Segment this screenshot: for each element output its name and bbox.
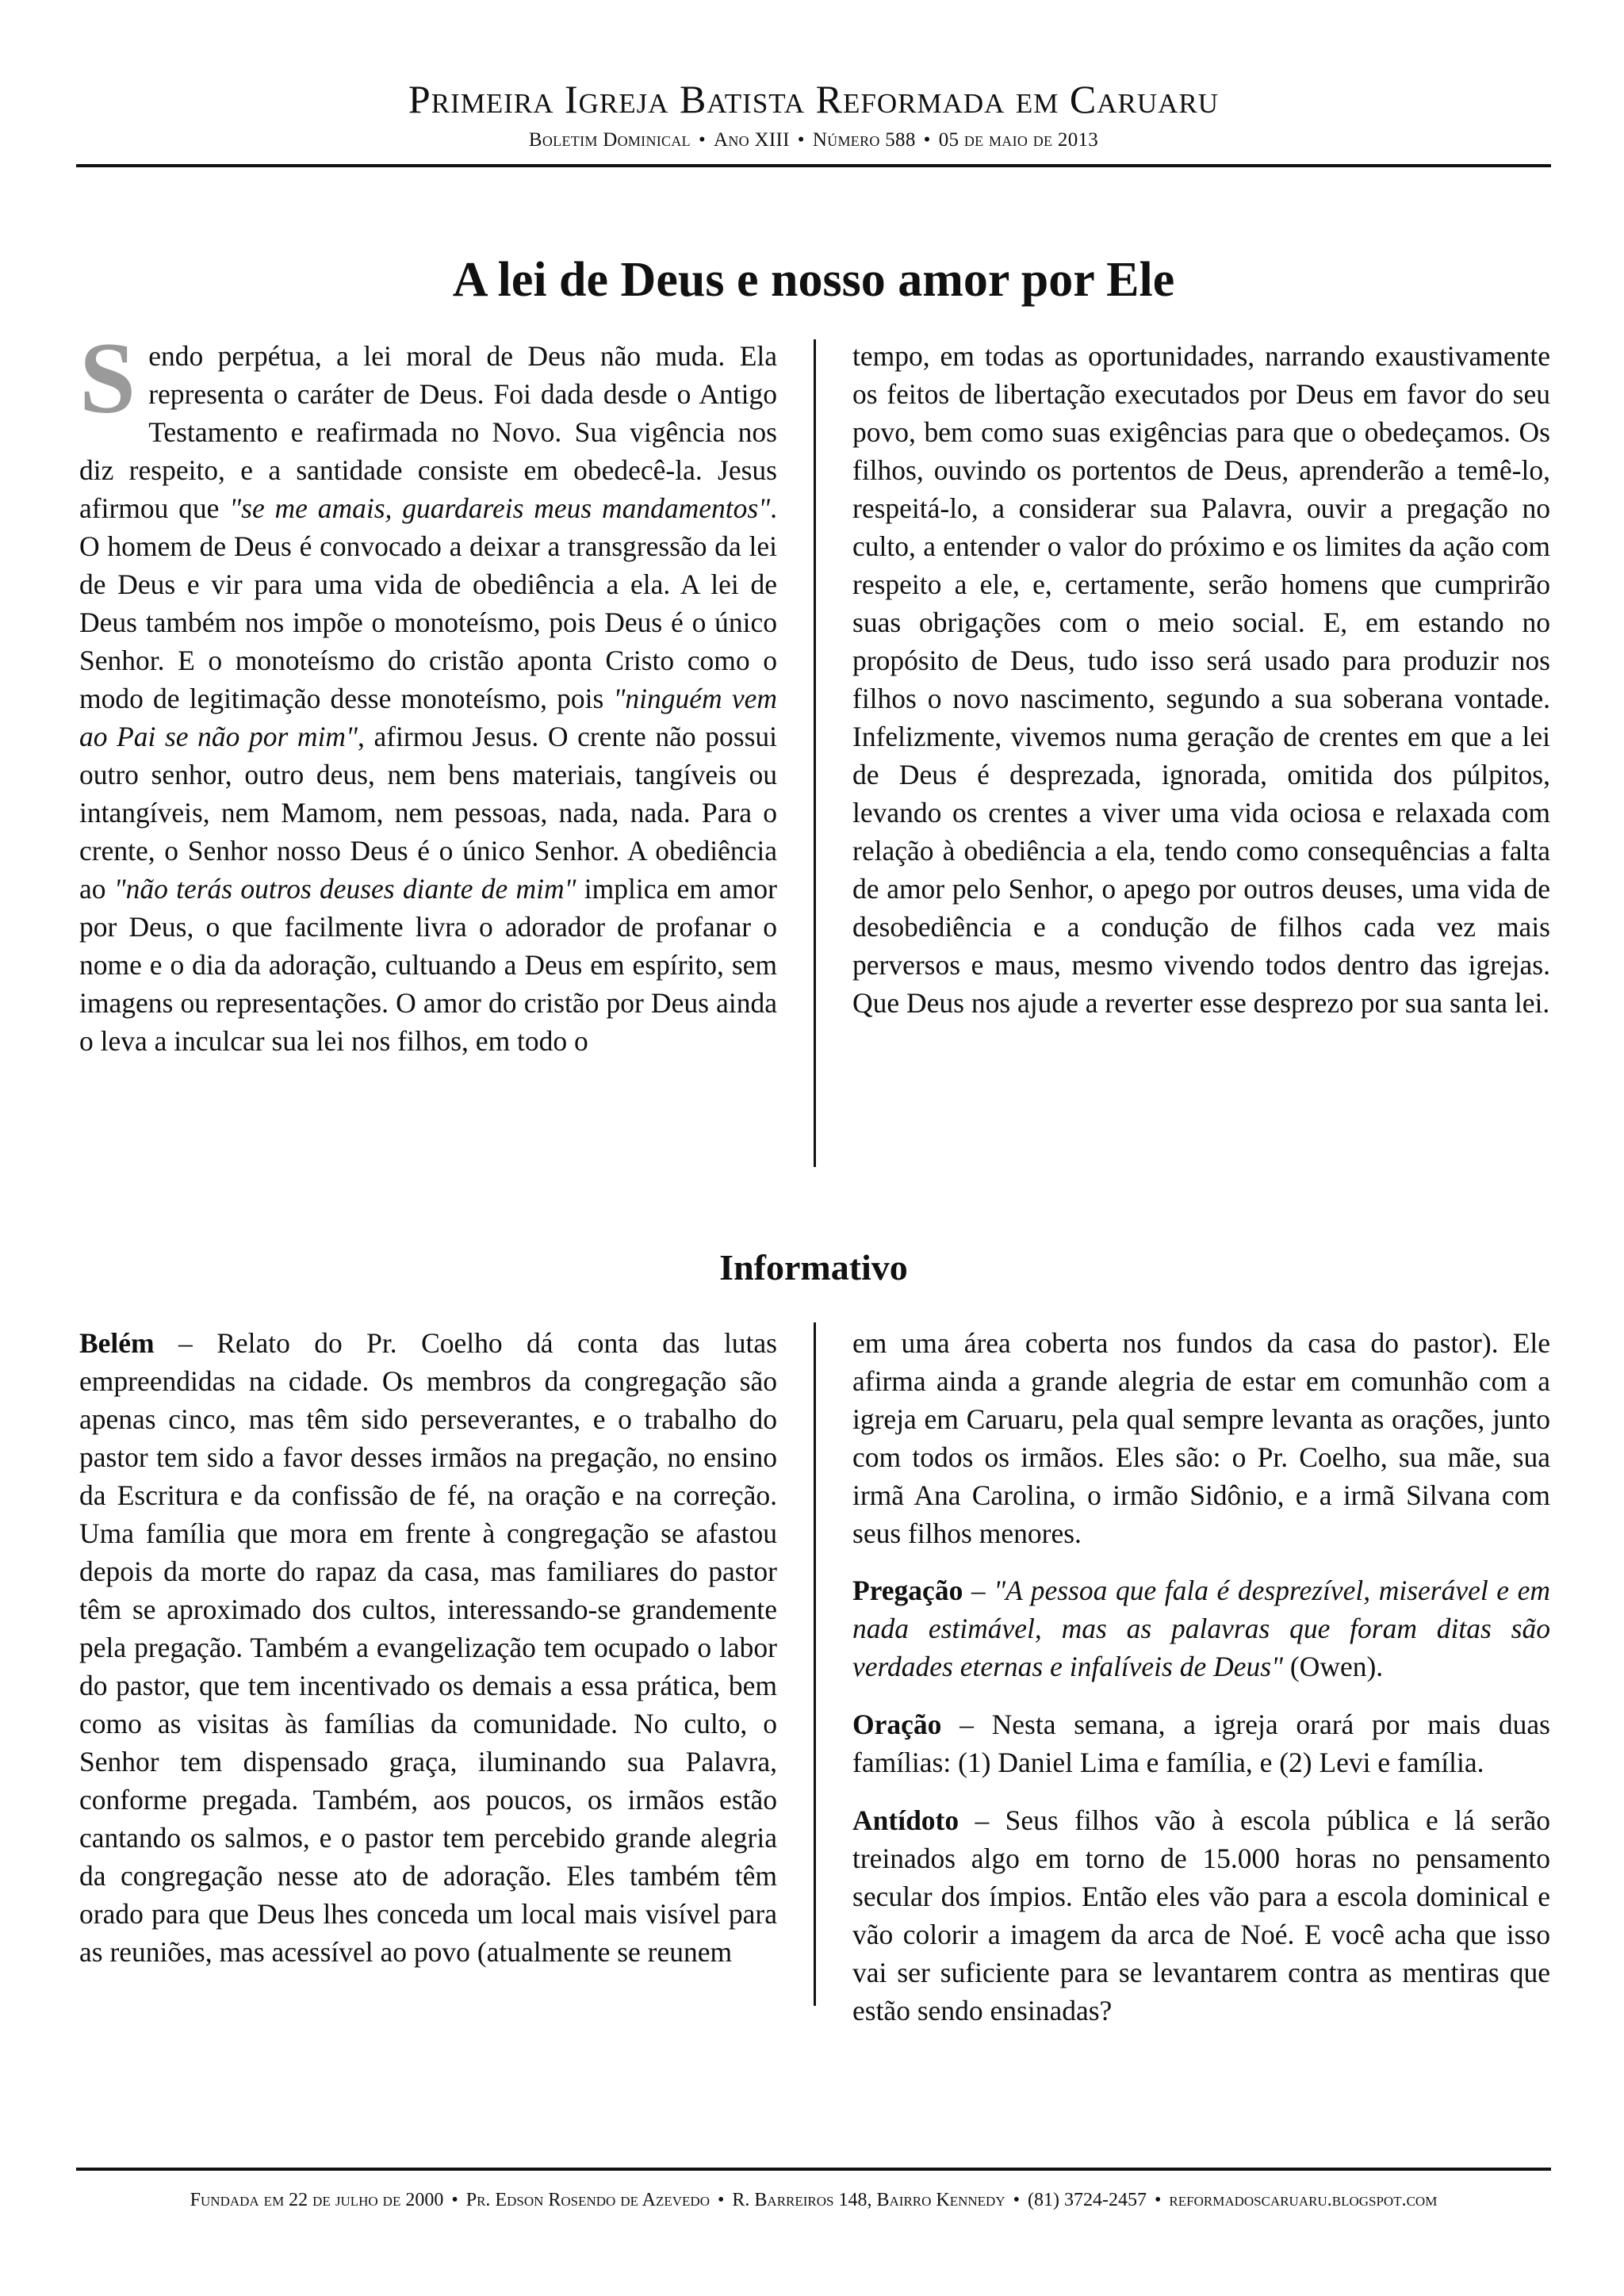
oracao-text: – Nesta semana, a igreja orará por mais duas famílias: (1) Daniel Lima e família, e (2) Levi e família. [852,1709,1550,1778]
article-title: A lei de Deus e nosso amor por Ele [452,253,1175,307]
separator: • [718,2190,725,2210]
column-divider [814,1322,816,2006]
dash: – [963,1575,994,1606]
separator: • [1155,2190,1162,2210]
article-paragraph: tempo, em todas as oportunidades, narrando exaustivamente os feitos de libertação executados por Deus em favor do seu povo, bem como suas exigências para que o obedeçamos. Os filhos, ouvindo os portentos de Deus, aprenderão a temê-lo, respeitá-lo, a considerar sua Palavra, ouvir a pregação no culto, a entender o valor do próximo e os limites da ação com respeito a ele, e, certamente, serão homens que cumprirão suas obrigações com o meio social. E, em estando no propósito de Deus, tudo isso será usado para produzir nos filhos o novo nascimento, segundo a sua soberana vontade. Infelizmente, vivemos numa geração de crentes em que a lei de Deus é desprezada, ignorada, omitida dos púlpitos, levando os crentes a viver uma vida ociosa e relaxada com relação à obediência a ela, tendo como consequências a falta de amor pelo Senhor, o apego por outros deuses, uma vida de desobediência e a condução de filhos cada vez mais perversos e maus, mesmo vivendo todos dentro das igrejas. Que Deus nos ajude a reverter esse desprezo por sua santa lei. [852,340,1550,1019]
article-column-right [852,337,1550,1022]
scripture-quote: "se me amais, guardareis meus mandamentos" [229,492,771,524]
footer [76,2190,1551,2211]
separator: • [698,129,707,151]
pastor-name: Pr. Edson Rosendo de Azevedo [465,2190,710,2210]
founded-date: Fundada em 22 de julho de 2000 [190,2190,444,2210]
scripture-quote: "ninguém vem ao Pai se não por mim" [79,683,777,752]
belem-text: – Relato do Pr. Coelho dá conta das lutas empreendidas na cidade. Os membros da congregação são apenas cinco, mas têm sido perseverantes, e o trabalho do pastor tem sido a favor desses irmãos na pregação, no ensino da Escritura e da confissão de fé, na oração e na correção. Uma família que mora em frente à congregação se afastou depois da morte do rapaz da casa, mas familiares do pastor têm se aproximado dos cultos, interessando-se grandemente pela pregação. Também a evangelização tem ocupado o labor do pastor, que tem incentivado os demais a essa prática, bem como as visitas às famílias da comunidade. No culto, o Senhor tem dispensado graça, iluminando sua Palavra, conforme pregada. Também, aos poucos, os irmãos estão cantando os salmos, e o pastor tem percebido grande alegria da congregação nesse ato de adoração. Eles também têm orado para que Deus lhes conceda um local mais visível para as reuniões, mas acessível ao povo (atualmente se reunem [79,1327,777,1968]
footer-rule [76,2168,1551,2171]
antidoto-text: – Seus filhos vão à escola pública e lá serão treinados algo em torno de 15.000 horas no pensamento secular dos ímpios. Então eles vão para a escola dominical e vão colorir a imagem da arca de Noé. E você acha que isso vai ser suficiente para se levantarem contra as mentiras que estão sendo ensinadas? [852,1804,1550,2026]
informativo-column-left [79,1324,777,1971]
belem-item [79,1324,777,1971]
antidoto-item [852,1801,1550,2030]
separator: • [451,2190,458,2210]
pregacao-label: Pregação [852,1575,963,1606]
belem-continuation: em uma área coberta nos fundos da casa do pastor). Ele afirma ainda a grande alegria de estar em comunhão com a igreja em Caruaru, pela qual sempre levanta as orações, junto com todos os irmãos. Eles são: o Pr. Coelho, sua mãe, sua irmã Ana Carolina, o irmão Sidônio, e a irmã Silvana com seus filhos menores. [852,1327,1550,1549]
informativo-column-right [852,1324,1550,2049]
separator: • [797,129,805,151]
bulletin-date: 05 de maio de 2013 [938,129,1099,151]
article-paragraph [79,322,778,1060]
bulletin-number: Número 588 [812,129,916,151]
scripture-quote: "não terás outros deuses diante de mim" [113,873,576,905]
drop-cap: S [79,322,136,434]
oracao-item [852,1705,1550,1781]
belem-label: Belém [79,1327,155,1359]
header-rule [76,164,1551,167]
column-divider [814,339,816,1167]
pregacao-source: (Owen). [1283,1651,1384,1682]
bulletin-label: Boletim Dominical [528,129,691,151]
website-link[interactable]: reformadoscaruaru.blogspot.com [1169,2190,1438,2210]
bulletin-info [76,129,1551,151]
antidoto-label: Antídoto [852,1804,959,1836]
article-text: . O homem de Deus é convocado a deixar a transgressão da lei de Deus e vir para uma vida de obediência a ela. A lei de Deus também nos impõe o monoteísmo, pois Deus é o único Senhor. E o monoteísmo do cristão aponta Cristo como o modo de legitimação desse monoteísmo, pois [79,492,777,714]
church-name: Primeira Igreja Batista Reformada em Caruaru [408,77,1220,121]
oracao-label: Oração [852,1709,942,1740]
pregacao-item [852,1571,1550,1686]
separator: • [923,129,931,151]
article-column-left [79,322,778,1060]
article-text: , afirmou Jesus. O crente não possui outro senhor, outro deus, nem bens materiais, tangíveis ou intangíveis, nem Mamom, nem pessoas, nada, nada. Para o crente, o Senhor nosso Deus é o único Senhor. A obediência ao [79,721,778,905]
pregacao-quote: "A pessoa que fala é desprezível, miserável e em nada estimável, mas as palavras que foram ditas são verdades eternas e infalíveis de Deus" [852,1575,1551,1682]
separator: • [1013,2190,1021,2210]
bulletin-year: Ano XIII [714,129,790,151]
article-text: endo perpétua, a lei moral de Deus não muda. Ela representa o caráter de Deus. Foi dada desde o Antigo Testamento e reafirmada no Novo. Sua vigência nos diz respeito, e a santidade consiste em obedecê-la. Jesus afirmou que [79,340,777,524]
address: R. Barreiros 148, Bairro Kennedy [732,2190,1005,2210]
phone: (81) 3724-2457 [1028,2190,1147,2210]
article-text: implica em amor por Deus, o que facilmente livra o adorador de profanar o nome e o dia da adoração, cultuando a Deus em espírito, sem imagens ou representações. O amor do cristão por Deus ainda o leva a inculcar sua lei nos filhos, em todo o [79,873,777,1057]
informativo-title: Informativo [719,1247,908,1288]
